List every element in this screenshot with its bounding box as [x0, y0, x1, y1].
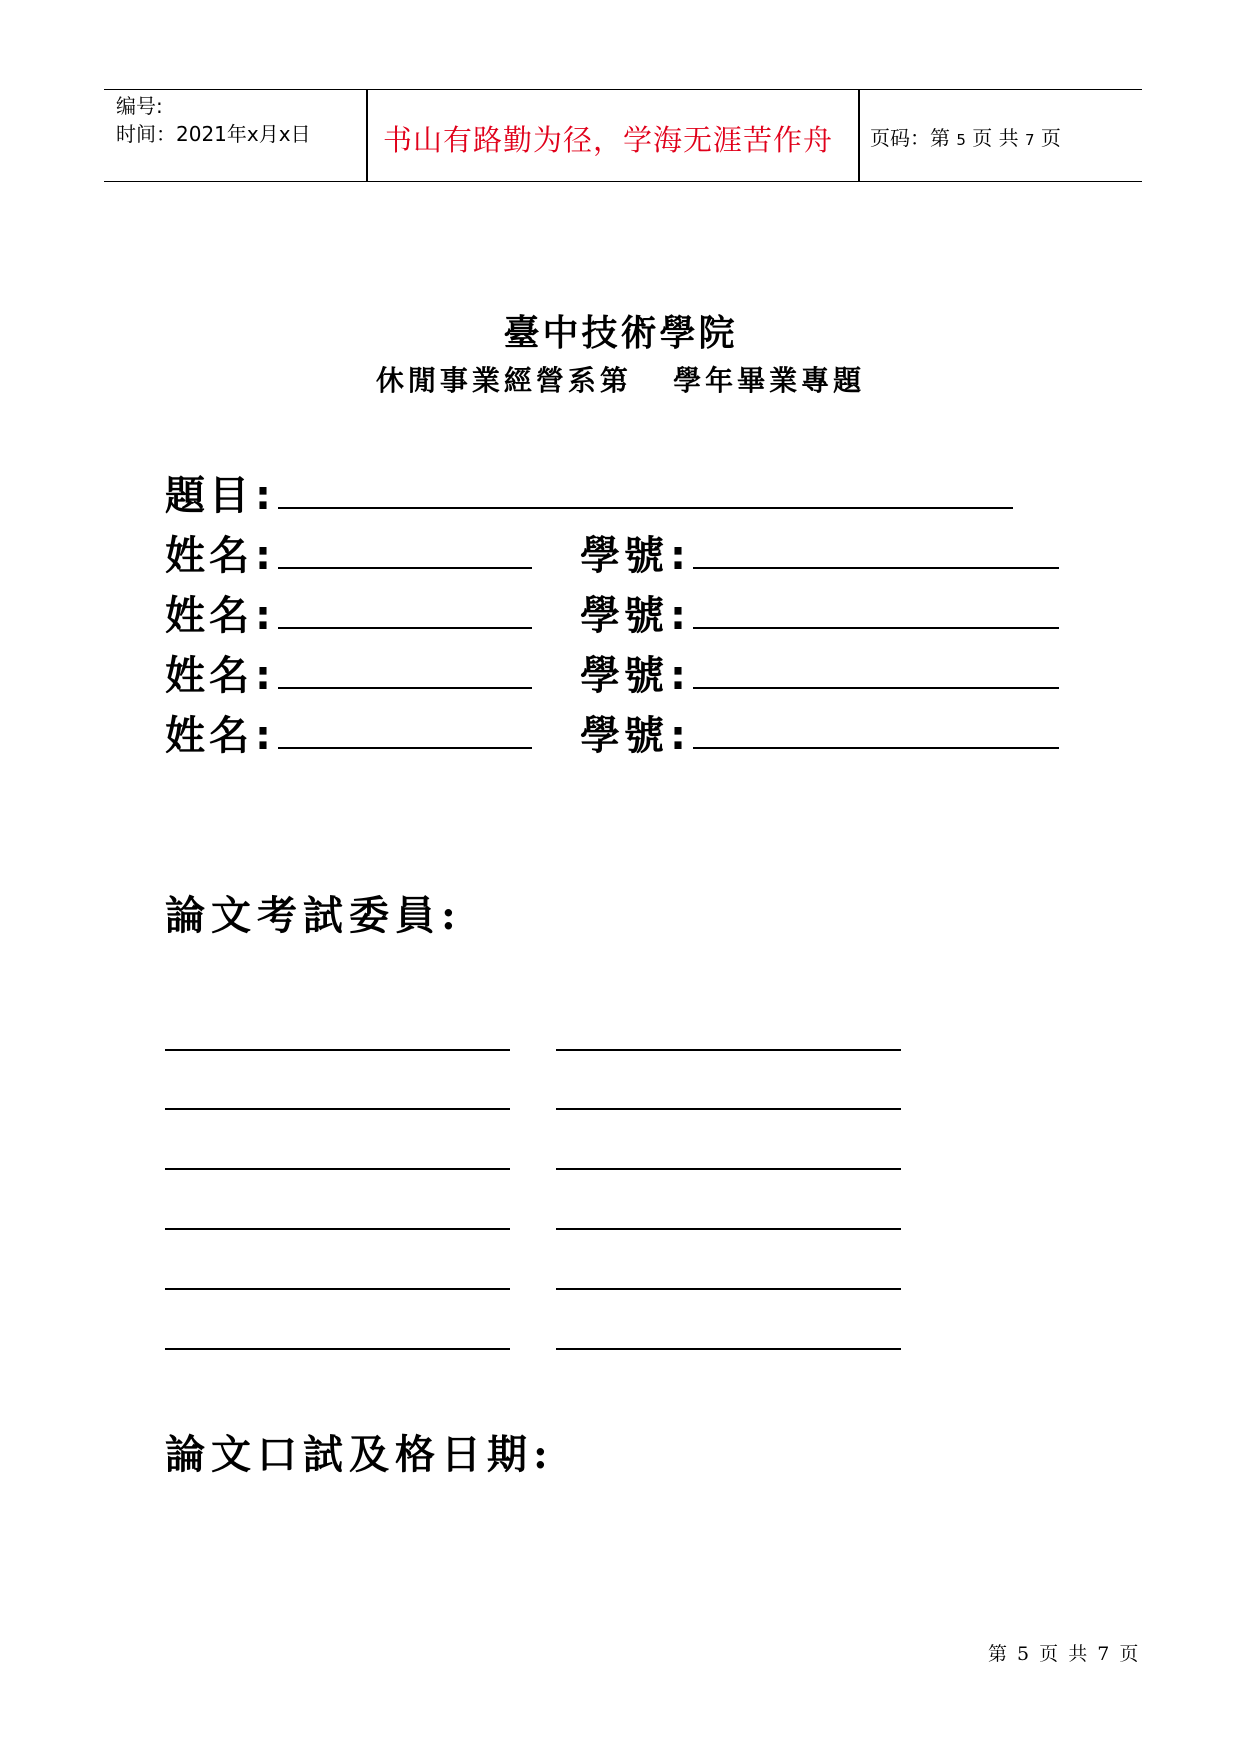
- page-end: 页: [1040, 126, 1061, 150]
- page-total: 7: [1024, 131, 1035, 149]
- student-id-label-4: [580, 704, 690, 761]
- name-colon: :: [255, 533, 275, 579]
- student-id-colon: :: [670, 533, 690, 579]
- oral-exam-date-label: 論文口試及格日期:: [165, 1431, 554, 1478]
- name-label-4: [165, 704, 275, 761]
- student-id-colon: :: [670, 593, 690, 639]
- header-divider-right: [858, 90, 860, 181]
- number-label: 编号:: [116, 94, 163, 118]
- page-footer: 第 5 页 共 7 页: [988, 1643, 1139, 1665]
- name-label-text: 姓名: [165, 652, 253, 699]
- committee-signature-line[interactable]: [165, 1049, 510, 1051]
- topic-field[interactable]: [278, 507, 1013, 509]
- student-id-label-text: 學號: [580, 652, 668, 699]
- student-id-field-2[interactable]: [693, 627, 1059, 629]
- page-header: [104, 89, 1142, 182]
- page-label: 页码：第: [870, 126, 950, 150]
- committee-signature-line[interactable]: [165, 1108, 510, 1110]
- committee-signature-line[interactable]: [165, 1348, 510, 1350]
- name-label-text: 姓名: [165, 592, 253, 639]
- header-motto: 书山有路勤为径，学海无涯苦作舟: [382, 123, 833, 157]
- committee-signature-line[interactable]: [556, 1108, 901, 1110]
- committee-signature-line[interactable]: [165, 1168, 510, 1170]
- header-meta: [116, 92, 311, 148]
- document-subtitle: 休閒事業經營系第 學年畢業專題: [375, 364, 866, 397]
- committee-signature-line[interactable]: [556, 1288, 901, 1290]
- name-field-1[interactable]: [278, 567, 532, 569]
- topic-label: 題目: [165, 472, 253, 519]
- name-label-1: [165, 524, 275, 581]
- name-field-3[interactable]: [278, 687, 532, 689]
- page-current: 5: [956, 131, 966, 149]
- name-label-3: [165, 644, 275, 701]
- student-id-field-1[interactable]: [693, 567, 1059, 569]
- student-id-label-3: [580, 644, 690, 701]
- time-label: 时间：2021年x月x日: [116, 122, 311, 146]
- committee-signature-line[interactable]: [556, 1228, 901, 1230]
- topic-colon: :: [255, 473, 275, 519]
- student-id-field-3[interactable]: [693, 687, 1059, 689]
- document-title: 臺中技術學院: [503, 312, 738, 354]
- name-label-2: [165, 584, 275, 641]
- student-id-label-text: 學號: [580, 592, 668, 639]
- student-id-label-2: [580, 584, 690, 641]
- committee-signature-line[interactable]: [556, 1049, 901, 1051]
- page-mid: 页 共: [972, 126, 1019, 150]
- name-field-4[interactable]: [278, 747, 532, 749]
- name-colon: :: [255, 593, 275, 639]
- name-label-text: 姓名: [165, 532, 253, 579]
- name-colon: :: [255, 653, 275, 699]
- name-field-2[interactable]: [278, 627, 532, 629]
- student-id-colon: :: [670, 653, 690, 699]
- committee-signature-line[interactable]: [556, 1348, 901, 1350]
- header-page-info: [870, 122, 1061, 151]
- committee-signature-line[interactable]: [556, 1168, 901, 1170]
- committee-signature-line[interactable]: [165, 1288, 510, 1290]
- committee-label: 論文考試委員:: [165, 892, 462, 939]
- student-id-label-text: 學號: [580, 712, 668, 759]
- committee-signature-line[interactable]: [165, 1228, 510, 1230]
- student-id-label-text: 學號: [580, 532, 668, 579]
- student-id-colon: :: [670, 713, 690, 759]
- topic-label-wrap: [165, 464, 275, 521]
- student-id-field-4[interactable]: [693, 747, 1059, 749]
- name-label-text: 姓名: [165, 712, 253, 759]
- name-colon: :: [255, 713, 275, 759]
- student-id-label-1: [580, 524, 690, 581]
